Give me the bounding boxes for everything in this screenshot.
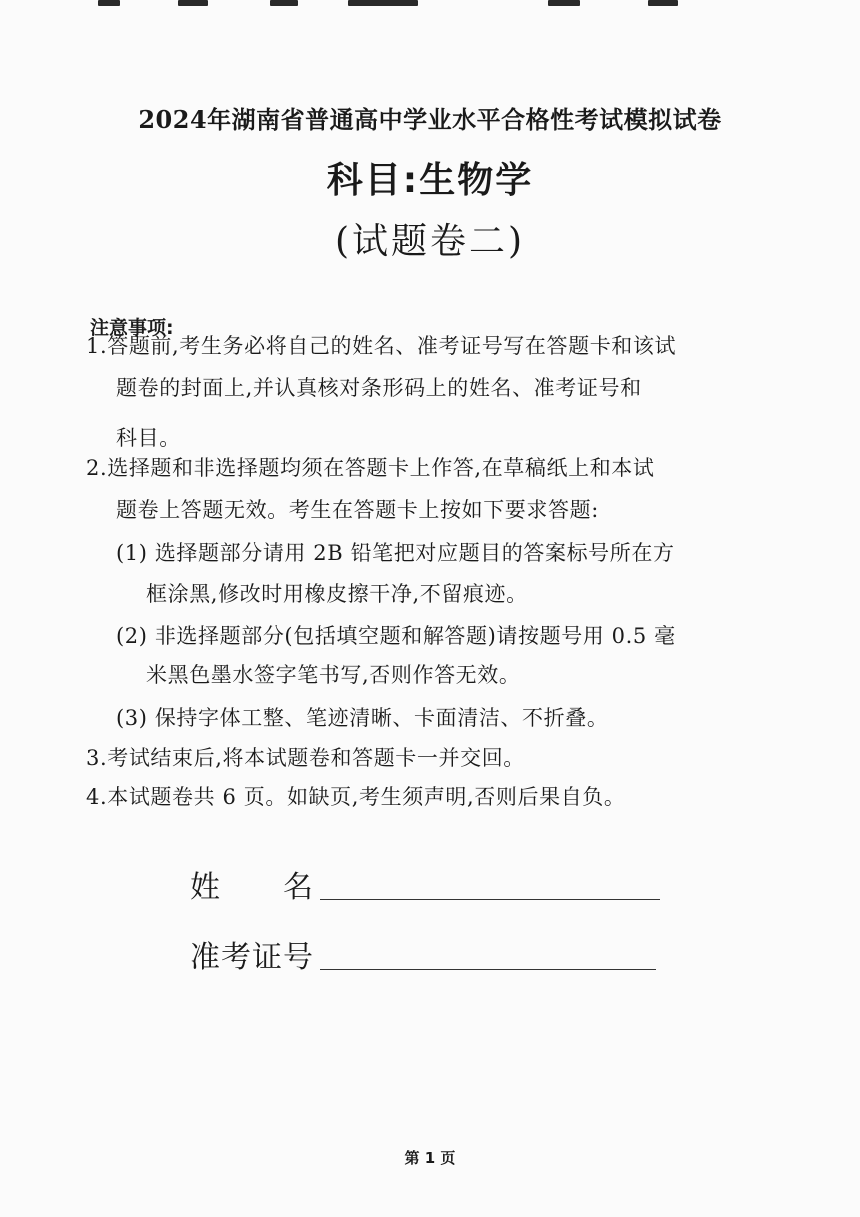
- scan-edge-marks: [0, 0, 860, 10]
- paper-number: (试题卷二): [334, 221, 526, 262]
- notice-heading: 注意事项:: [90, 317, 174, 339]
- notice-line: 框涂黑,修改时用橡皮擦干净,不留痕迹。: [146, 582, 528, 606]
- subject-title: 科目:生物学: [326, 160, 534, 201]
- notice-line: 4.本试题卷共 6 页。如缺页,考生须声明,否则后果自负。: [86, 785, 626, 809]
- notice-line: (3) 保持字体工整、笔迹清晰、卡面清洁、不折叠。: [116, 706, 609, 730]
- name-label: 姓 名: [190, 870, 314, 905]
- exam-title: 2024年湖南省普通高中学业水平合格性考试模拟试卷: [138, 105, 722, 134]
- notice-line: 3.考试结束后,将本试题卷和答题卡一并交回。: [86, 746, 525, 770]
- notice-line: (2) 非选择题部分(包括填空题和解答题)请按题号用 0.5 毫: [116, 624, 676, 648]
- notice-line: (1) 选择题部分请用 2B 铅笔把对应题目的答案标号所在方: [116, 541, 675, 565]
- exam-id-label: 准考证号: [190, 940, 314, 975]
- name-field-row: [190, 862, 660, 906]
- name-blank-line[interactable]: [320, 898, 660, 900]
- notice-line: 米黑色墨水签字笔书写,否则作答无效。: [146, 663, 521, 687]
- notice-line: 题卷上答题无效。考生在答题卡上按如下要求答题:: [116, 498, 599, 522]
- exam-id-field-row: [190, 932, 656, 976]
- notice-line: 2.选择题和非选择题均须在答题卡上作答,在草稿纸上和本试: [86, 456, 655, 480]
- notice-line: 题卷的封面上,并认真核对条形码上的姓名、准考证号和: [116, 376, 642, 400]
- notice-line: 科目。: [116, 426, 181, 450]
- notice-line: 1.答题前,考生务必将自己的姓名、准考证号写在答题卡和该试: [86, 334, 677, 358]
- page-number: 第 1 页: [404, 1149, 456, 1167]
- exam-id-blank-line[interactable]: [320, 968, 656, 970]
